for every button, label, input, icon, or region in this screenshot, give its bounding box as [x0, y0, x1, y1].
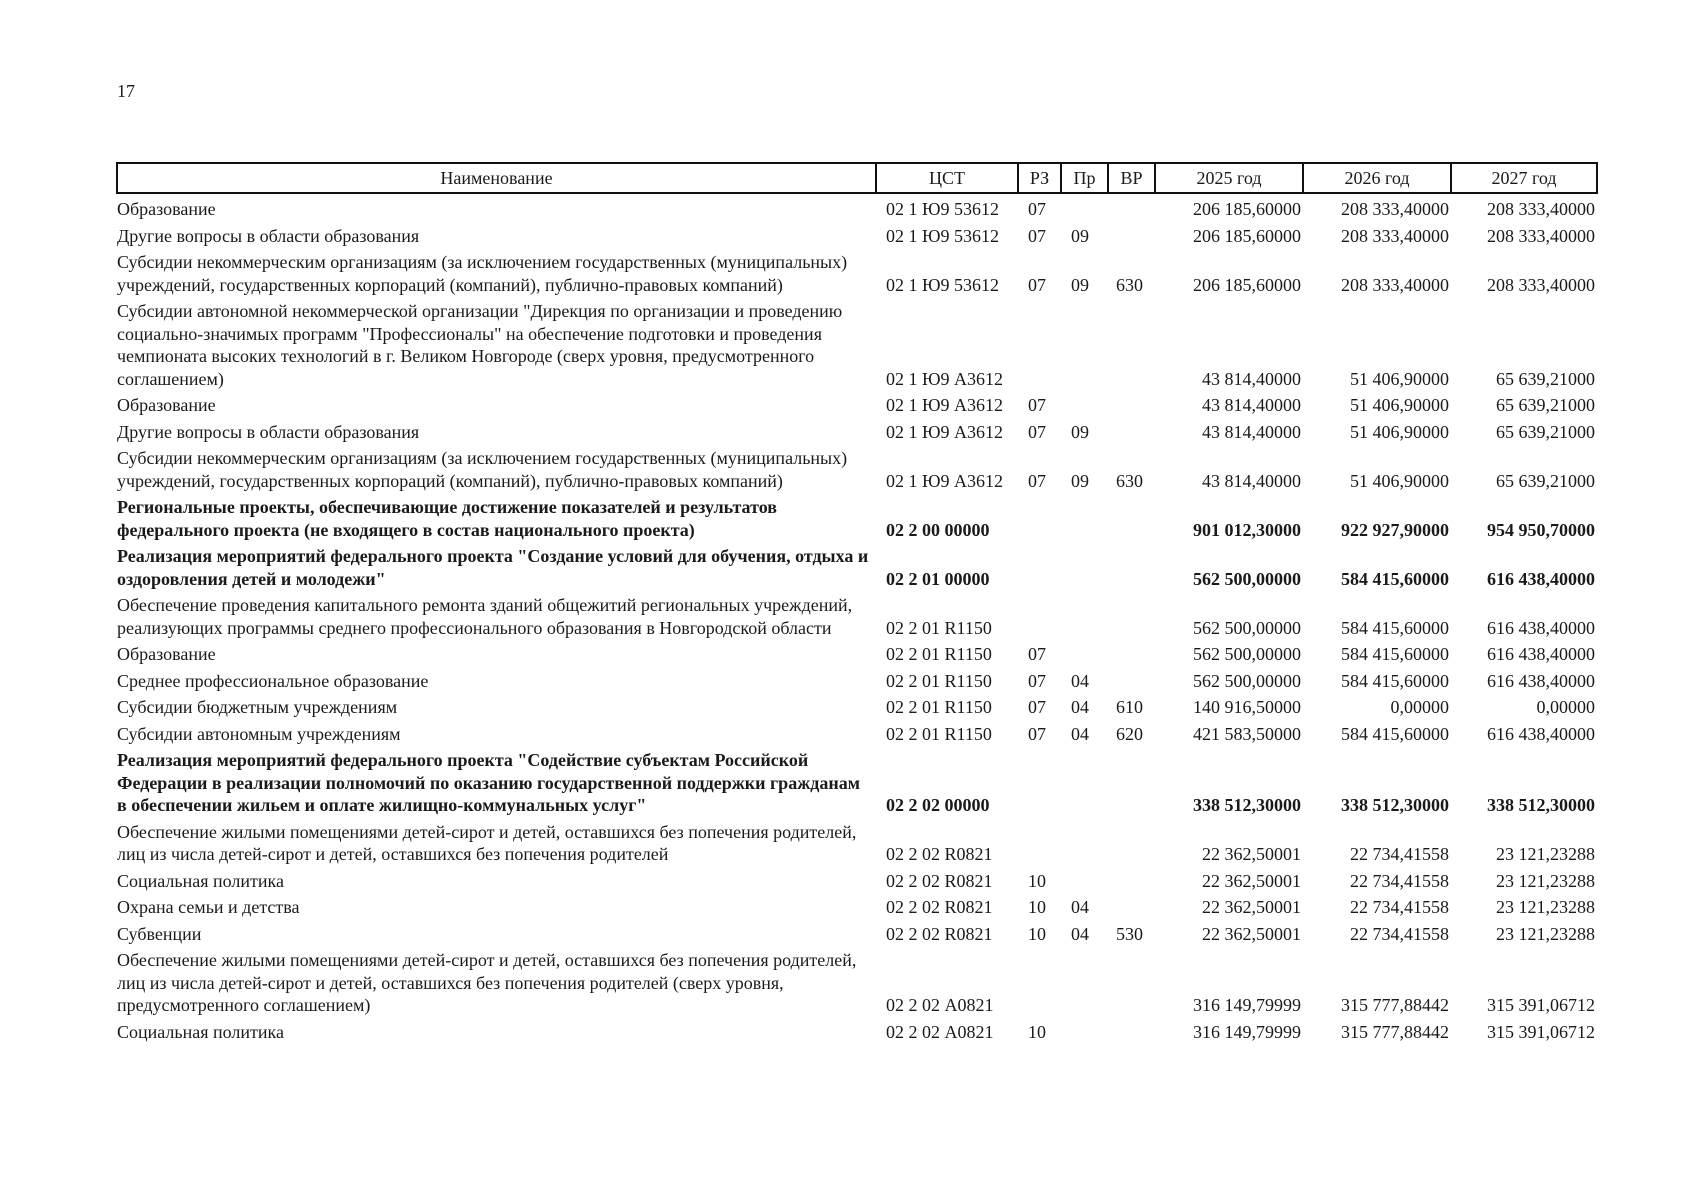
- row-value-2026: 208 333,40000: [1341, 225, 1449, 246]
- row-pr: 09: [1071, 470, 1089, 491]
- row-pr: [1061, 590, 1108, 639]
- row-vr: [1108, 193, 1155, 221]
- table-row: [117, 866, 1597, 893]
- table-row: [117, 247, 1597, 296]
- row-pr: 04: [1071, 670, 1089, 691]
- row-pr: 04: [1071, 723, 1089, 744]
- row-rz: [1018, 945, 1061, 1017]
- page-number: 17: [117, 81, 135, 101]
- row-rz: [1018, 492, 1061, 541]
- row-cst: 02 2 02 00000: [886, 795, 990, 815]
- header-name: Наименование: [117, 163, 876, 193]
- row-vr: [1108, 892, 1155, 919]
- table-row: [117, 745, 1597, 817]
- row-value-2026: 584 415,60000: [1341, 617, 1449, 638]
- table-row: [117, 892, 1597, 919]
- row-value-2027: 616 438,40000: [1487, 568, 1595, 589]
- row-vr: [1108, 390, 1155, 417]
- row-rz: 07: [1028, 670, 1046, 691]
- row-value-2025: 43 814,40000: [1202, 395, 1301, 415]
- row-pr: [1061, 193, 1108, 221]
- row-rz: 10: [1028, 1021, 1046, 1042]
- table-row: [117, 541, 1597, 590]
- row-pr: [1061, 541, 1108, 590]
- row-name: Субсидии некоммерческим организациям (за исключением государственных (муниципальных) учреждений, государственных корпораций (компаний), публично-правовых компаний): [117, 448, 848, 491]
- row-rz: 07: [1028, 644, 1046, 664]
- row-name: Субсидии некоммерческим организациям (за исключением государственных (муниципальных) учреждений, государственных корпораций (компаний), публично-правовых компаний): [117, 252, 848, 295]
- row-vr: [1108, 945, 1155, 1017]
- row-value-2025: 22 362,50001: [1202, 844, 1301, 864]
- row-value-2027: 65 639,21000: [1496, 368, 1595, 389]
- row-pr: [1061, 745, 1108, 817]
- row-vr: 620: [1116, 723, 1143, 744]
- header-2026: 2026 год: [1303, 163, 1451, 193]
- row-name: Другие вопросы в области образования: [117, 225, 420, 246]
- row-value-2025: 22 362,50001: [1202, 870, 1301, 891]
- table-row: [117, 296, 1597, 390]
- row-vr: [1108, 221, 1155, 248]
- row-value-2025: 43 814,40000: [1202, 368, 1301, 389]
- row-cst: 02 2 01 R1150: [886, 723, 992, 744]
- row-value-2027: 315 391,06712: [1487, 1021, 1595, 1042]
- row-value-2026: 584 415,60000: [1341, 723, 1449, 744]
- table-row: [117, 639, 1597, 666]
- row-cst: 02 2 00 00000: [886, 519, 990, 540]
- row-rz: [1018, 541, 1061, 590]
- row-value-2027: 208 333,40000: [1487, 225, 1595, 246]
- row-value-2025: 140 916,50000: [1193, 697, 1301, 717]
- row-value-2027: 315 391,06712: [1487, 995, 1595, 1015]
- row-value-2027: 338 512,30000: [1487, 795, 1595, 815]
- row-value-2025: 562 500,00000: [1193, 568, 1301, 589]
- row-vr: [1108, 541, 1155, 590]
- row-value-2026: 22 734,41558: [1350, 870, 1449, 891]
- row-rz: 10: [1028, 870, 1046, 891]
- row-cst: 02 1 Ю9 53612: [886, 274, 1000, 295]
- row-cst: 02 2 02 А0821: [886, 1021, 994, 1042]
- row-value-2027: 0,00000: [1536, 697, 1595, 717]
- row-rz: 07: [1028, 199, 1046, 219]
- table-body: [117, 193, 1597, 1043]
- row-rz: 07: [1028, 697, 1046, 717]
- row-pr: 09: [1071, 421, 1089, 442]
- row-pr: [1061, 390, 1108, 417]
- row-name: Социальная политика: [117, 1021, 284, 1042]
- row-value-2026: 22 734,41558: [1350, 923, 1449, 944]
- row-value-2025: 22 362,50001: [1202, 923, 1301, 944]
- row-rz: 07: [1028, 274, 1046, 295]
- row-cst: 02 2 01 R1150: [886, 644, 992, 664]
- row-rz: 07: [1028, 421, 1046, 442]
- row-pr: [1061, 296, 1108, 390]
- row-cst: 02 1 Ю9 А3612: [886, 395, 1003, 415]
- row-pr: 09: [1071, 274, 1089, 295]
- row-value-2027: 23 121,23288: [1496, 897, 1595, 917]
- row-value-2025: 421 583,50000: [1193, 723, 1301, 744]
- row-name: Субсидии автономным учреждениям: [117, 723, 401, 744]
- header-2027: 2027 год: [1451, 163, 1597, 193]
- table-row: [117, 390, 1597, 417]
- row-vr: [1108, 817, 1155, 866]
- row-vr: 610: [1116, 697, 1143, 717]
- row-value-2026: 51 406,90000: [1350, 368, 1449, 389]
- row-value-2027: 23 121,23288: [1496, 844, 1595, 864]
- row-value-2026: 922 927,90000: [1341, 519, 1449, 540]
- table-row: [117, 590, 1597, 639]
- row-vr: 630: [1116, 470, 1143, 491]
- row-value-2026: 315 777,88442: [1341, 995, 1449, 1015]
- row-pr: 04: [1071, 697, 1089, 717]
- row-value-2025: 22 362,50001: [1202, 897, 1301, 917]
- table-row: [117, 193, 1597, 221]
- row-rz: [1018, 817, 1061, 866]
- row-cst: 02 2 01 00000: [886, 568, 990, 589]
- row-rz: 10: [1028, 923, 1046, 944]
- row-vr: [1108, 492, 1155, 541]
- budget-table: [116, 162, 1598, 1043]
- row-cst: 02 1 Ю9 А3612: [886, 470, 1003, 491]
- row-vr: [1108, 639, 1155, 666]
- table-row: [117, 692, 1597, 719]
- row-name: Охрана семьи и детства: [117, 897, 300, 917]
- table-row: [117, 817, 1597, 866]
- row-value-2027: 65 639,21000: [1496, 395, 1595, 415]
- row-name: Региональные проекты, обеспечивающие достижение показателей и результатов федерального проекта (не входящего в состав национального проекта): [117, 497, 777, 540]
- row-value-2026: 51 406,90000: [1350, 421, 1449, 442]
- row-cst: 02 2 02 R0821: [886, 844, 993, 864]
- row-cst: 02 2 01 R1150: [886, 617, 992, 638]
- row-pr: [1061, 639, 1108, 666]
- row-rz: 07: [1028, 225, 1046, 246]
- row-vr: [1108, 666, 1155, 693]
- row-value-2027: 616 438,40000: [1487, 644, 1595, 664]
- table-row: [117, 919, 1597, 946]
- row-name: Обеспечение жилыми помещениями детей-сирот и детей, оставшихся без попечения родителей, лиц из числа детей-сирот и детей, оставшихся без попечения родителей (сверх уровня, предусмотренного соглашением): [117, 950, 857, 1015]
- row-pr: [1061, 945, 1108, 1017]
- row-pr: [1061, 492, 1108, 541]
- row-name: Образование: [117, 199, 216, 219]
- row-value-2025: 206 185,60000: [1193, 225, 1301, 246]
- row-value-2025: 901 012,30000: [1193, 519, 1301, 540]
- row-pr: [1061, 1017, 1108, 1044]
- row-name: Обеспечение проведения капитального ремонта зданий общежитий региональных учреждений, реализующих программы среднего профессионального образования в Новгородской области: [117, 595, 853, 638]
- row-vr: [1108, 590, 1155, 639]
- row-vr: [1108, 745, 1155, 817]
- row-cst: 02 2 02 А0821: [886, 995, 994, 1015]
- row-cst: 02 1 Ю9 А3612: [886, 368, 1003, 389]
- row-value-2027: 65 639,21000: [1496, 421, 1595, 442]
- row-cst: 02 2 01 R1150: [886, 697, 992, 717]
- row-value-2026: 51 406,90000: [1350, 395, 1449, 415]
- row-name: Субвенции: [117, 923, 202, 944]
- row-value-2027: 65 639,21000: [1496, 470, 1595, 491]
- row-rz: 07: [1028, 395, 1046, 415]
- table-row: [117, 443, 1597, 492]
- row-value-2027: 208 333,40000: [1487, 199, 1595, 219]
- row-value-2026: 584 415,60000: [1341, 644, 1449, 664]
- row-rz: [1018, 590, 1061, 639]
- table-row: [117, 945, 1597, 1017]
- header-pr: Пр: [1061, 163, 1108, 193]
- table-header-row: [117, 163, 1597, 193]
- row-value-2025: 43 814,40000: [1202, 421, 1301, 442]
- row-value-2026: 584 415,60000: [1341, 568, 1449, 589]
- row-cst: 02 1 Ю9 53612: [886, 225, 1000, 246]
- row-cst: 02 1 Ю9 53612: [886, 199, 1000, 219]
- row-value-2027: 616 438,40000: [1487, 723, 1595, 744]
- row-value-2025: 562 500,00000: [1193, 670, 1301, 691]
- row-value-2026: 315 777,88442: [1341, 1021, 1449, 1042]
- row-name: Социальная политика: [117, 870, 284, 891]
- header-vr: ВР: [1108, 163, 1155, 193]
- row-cst: 02 2 02 R0821: [886, 897, 993, 917]
- row-vr: [1108, 296, 1155, 390]
- table-row: [117, 719, 1597, 746]
- row-value-2027: 208 333,40000: [1487, 274, 1595, 295]
- row-pr: 04: [1071, 923, 1089, 944]
- table-row: [117, 492, 1597, 541]
- row-pr: [1061, 817, 1108, 866]
- table-row: [117, 417, 1597, 444]
- row-value-2025: 562 500,00000: [1193, 617, 1301, 638]
- row-name: Субсидии бюджетным учреждениям: [117, 697, 398, 717]
- row-vr: [1108, 866, 1155, 893]
- row-value-2025: 43 814,40000: [1202, 470, 1301, 491]
- row-value-2026: 51 406,90000: [1350, 470, 1449, 491]
- row-name: Образование: [117, 644, 216, 664]
- row-name: Среднее профессиональное образование: [117, 670, 429, 691]
- row-name: Образование: [117, 395, 216, 415]
- header-rz: РЗ: [1018, 163, 1061, 193]
- row-rz: 07: [1028, 723, 1046, 744]
- row-rz: 10: [1028, 897, 1046, 917]
- row-value-2025: 316 149,79999: [1193, 995, 1301, 1015]
- header-2025: 2025 год: [1155, 163, 1303, 193]
- row-value-2026: 208 333,40000: [1341, 199, 1449, 219]
- row-vr: 630: [1116, 274, 1143, 295]
- row-value-2026: 338 512,30000: [1341, 795, 1449, 815]
- row-value-2025: 206 185,60000: [1193, 274, 1301, 295]
- row-rz: [1018, 745, 1061, 817]
- row-cst: 02 2 02 R0821: [886, 923, 993, 944]
- row-value-2027: 616 438,40000: [1487, 670, 1595, 691]
- table-row: [117, 666, 1597, 693]
- row-value-2027: 23 121,23288: [1496, 870, 1595, 891]
- row-pr: [1061, 866, 1108, 893]
- row-value-2026: 584 415,60000: [1341, 670, 1449, 691]
- row-value-2025: 338 512,30000: [1193, 795, 1301, 815]
- row-value-2025: 206 185,60000: [1193, 199, 1301, 219]
- row-cst: 02 1 Ю9 А3612: [886, 421, 1003, 442]
- row-name: Реализация мероприятий федерального проекта "Содействие субъектам Российской Федерации в реализации полномочий по оказанию государственной поддержки гражданам в обеспечении жильем и оплате жилищно-коммунальных услуг": [117, 750, 860, 815]
- row-value-2026: 22 734,41558: [1350, 844, 1449, 864]
- row-value-2027: 23 121,23288: [1496, 923, 1595, 944]
- row-rz: [1018, 296, 1061, 390]
- row-value-2025: 562 500,00000: [1193, 644, 1301, 664]
- table-row: [117, 221, 1597, 248]
- row-vr: [1108, 1017, 1155, 1044]
- row-value-2027: 616 438,40000: [1487, 617, 1595, 638]
- table-row: [117, 1017, 1597, 1044]
- row-value-2026: 22 734,41558: [1350, 897, 1449, 917]
- row-value-2026: 0,00000: [1390, 697, 1449, 717]
- row-vr: [1108, 417, 1155, 444]
- row-value-2027: 954 950,70000: [1487, 519, 1595, 540]
- row-name: Реализация мероприятий федерального проекта "Создание условий для обучения, отдыха и оздоровления детей и молодежи": [117, 546, 869, 589]
- row-name: Субсидии автономной некоммерческой организации "Дирекция по организации и проведению социально-значимых программ "Профессионалы" на обеспечение подготовки и проведения чемпионата высоких технологий в г. Великом Новгороде (сверх уровня, предусмотренного соглашением): [117, 301, 843, 389]
- row-vr: 530: [1116, 923, 1143, 944]
- row-value-2026: 208 333,40000: [1341, 274, 1449, 295]
- row-cst: 02 2 02 R0821: [886, 870, 993, 891]
- header-cst: ЦСТ: [876, 163, 1018, 193]
- row-pr: 04: [1071, 897, 1089, 917]
- row-pr: 09: [1071, 225, 1089, 246]
- row-value-2025: 316 149,79999: [1193, 1021, 1301, 1042]
- row-name: Другие вопросы в области образования: [117, 421, 420, 442]
- row-name: Обеспечение жилыми помещениями детей-сирот и детей, оставшихся без попечения родителей, лиц из числа детей-сирот и детей, оставшихся без попечения родителей: [117, 821, 857, 864]
- row-cst: 02 2 01 R1150: [886, 670, 992, 691]
- row-rz: 07: [1028, 470, 1046, 491]
